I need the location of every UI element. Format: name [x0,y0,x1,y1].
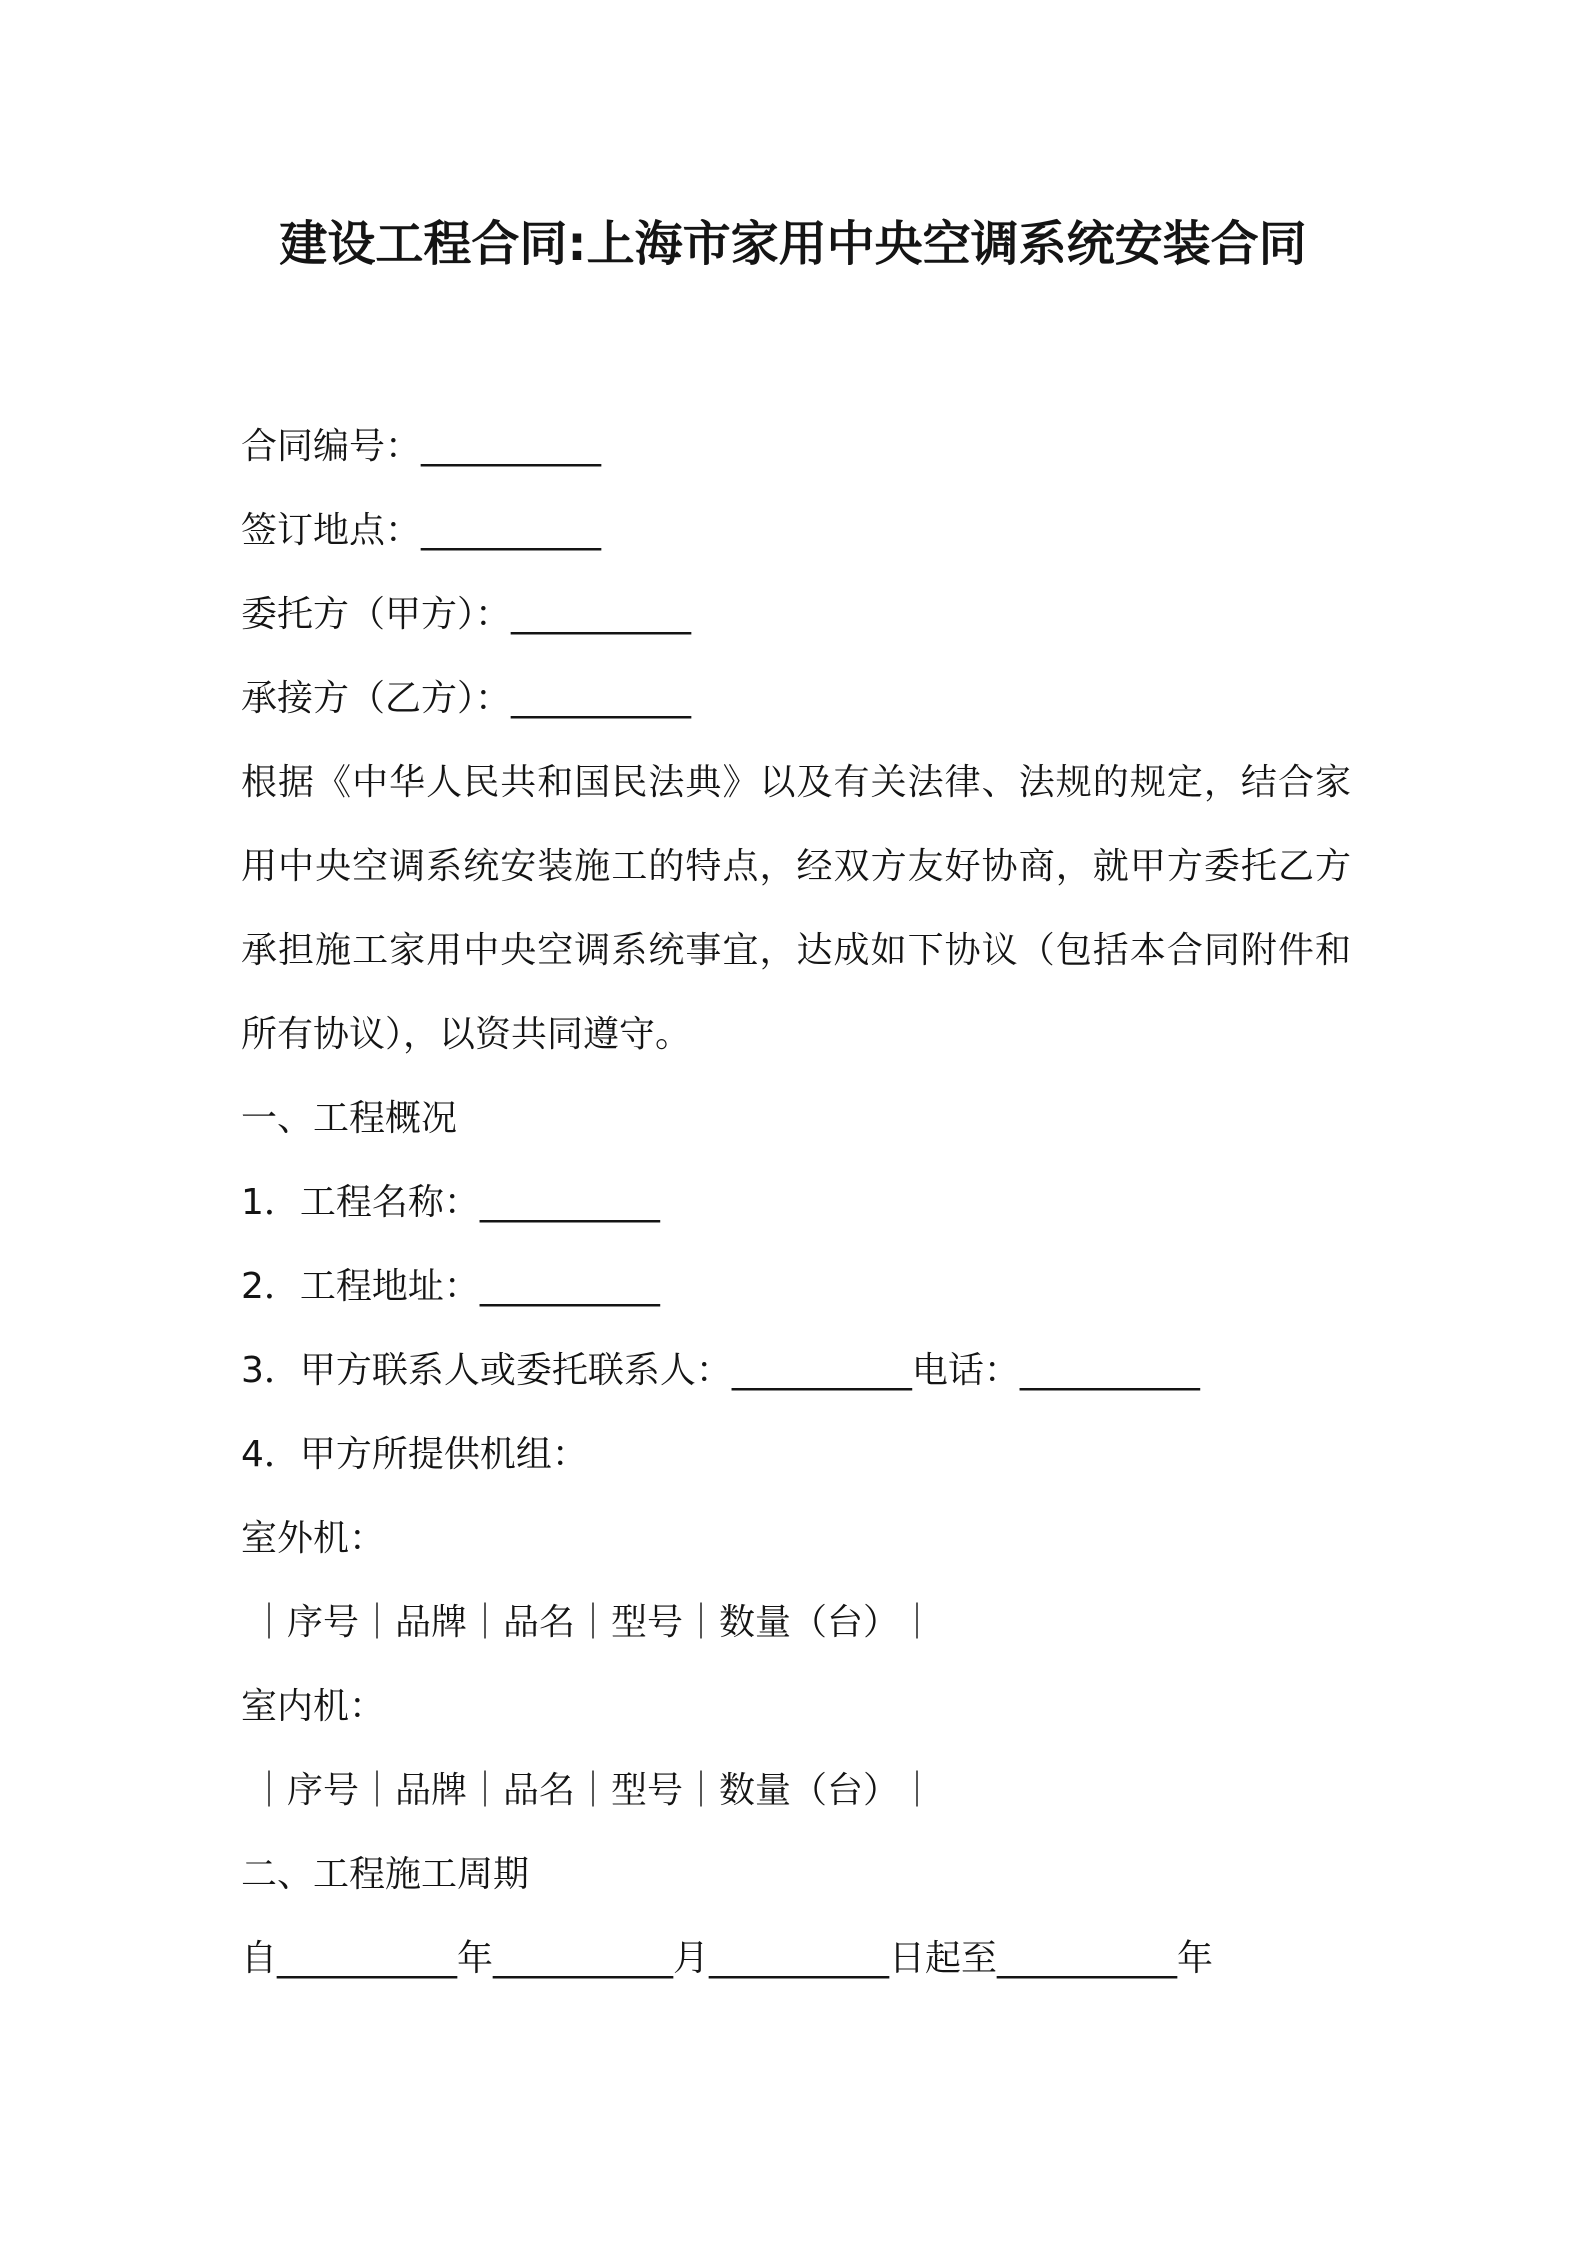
sign-place-field: 签订地点：__________ [241,510,602,551]
section-2-heading: 二、工程施工周期 [241,1854,530,1895]
document-body [241,405,1351,2001]
outdoor-unit-label: 室外机： [241,1518,386,1559]
contact-phone-field: 3．甲方联系人或委托联系人：__________电话：__________ [241,1350,1200,1391]
preamble-paragraph: 根据《中华人民共和国民法典》以及有关法律、法规的规定，结合家用中央空调系统安装施工的特点，经双方友好协商，就甲方委托乙方承担施工家用中央空调系统事宜，达成如下协议（包括本合同附件和所有协议），以资共同遵守。 [241,762,1351,1055]
project-address-field: 2．工程地址：__________ [241,1266,660,1307]
units-provided-label: 4．甲方所提供机组： [241,1434,588,1475]
party-b-field: 承接方（乙方）：__________ [241,678,692,719]
indoor-unit-label: 室内机： [241,1686,386,1727]
party-a-field: 委托方（甲方）：__________ [241,594,692,635]
project-name-field: 1．工程名称：__________ [241,1182,660,1223]
section-1-heading: 一、工程概况 [241,1098,458,1139]
indoor-unit-table-header: ｜序号｜品牌｜品名｜型号｜数量（台）｜ [251,1770,936,1811]
contract-number-field: 合同编号：__________ [241,426,602,467]
construction-period-field: 自__________年__________月__________日起至__________年 [241,1938,1214,1979]
outdoor-unit-table-header: ｜序号｜品牌｜品名｜型号｜数量（台）｜ [251,1602,936,1643]
document-title: 建设工程合同:上海市家用中央空调系统安装合同 [279,216,1307,272]
